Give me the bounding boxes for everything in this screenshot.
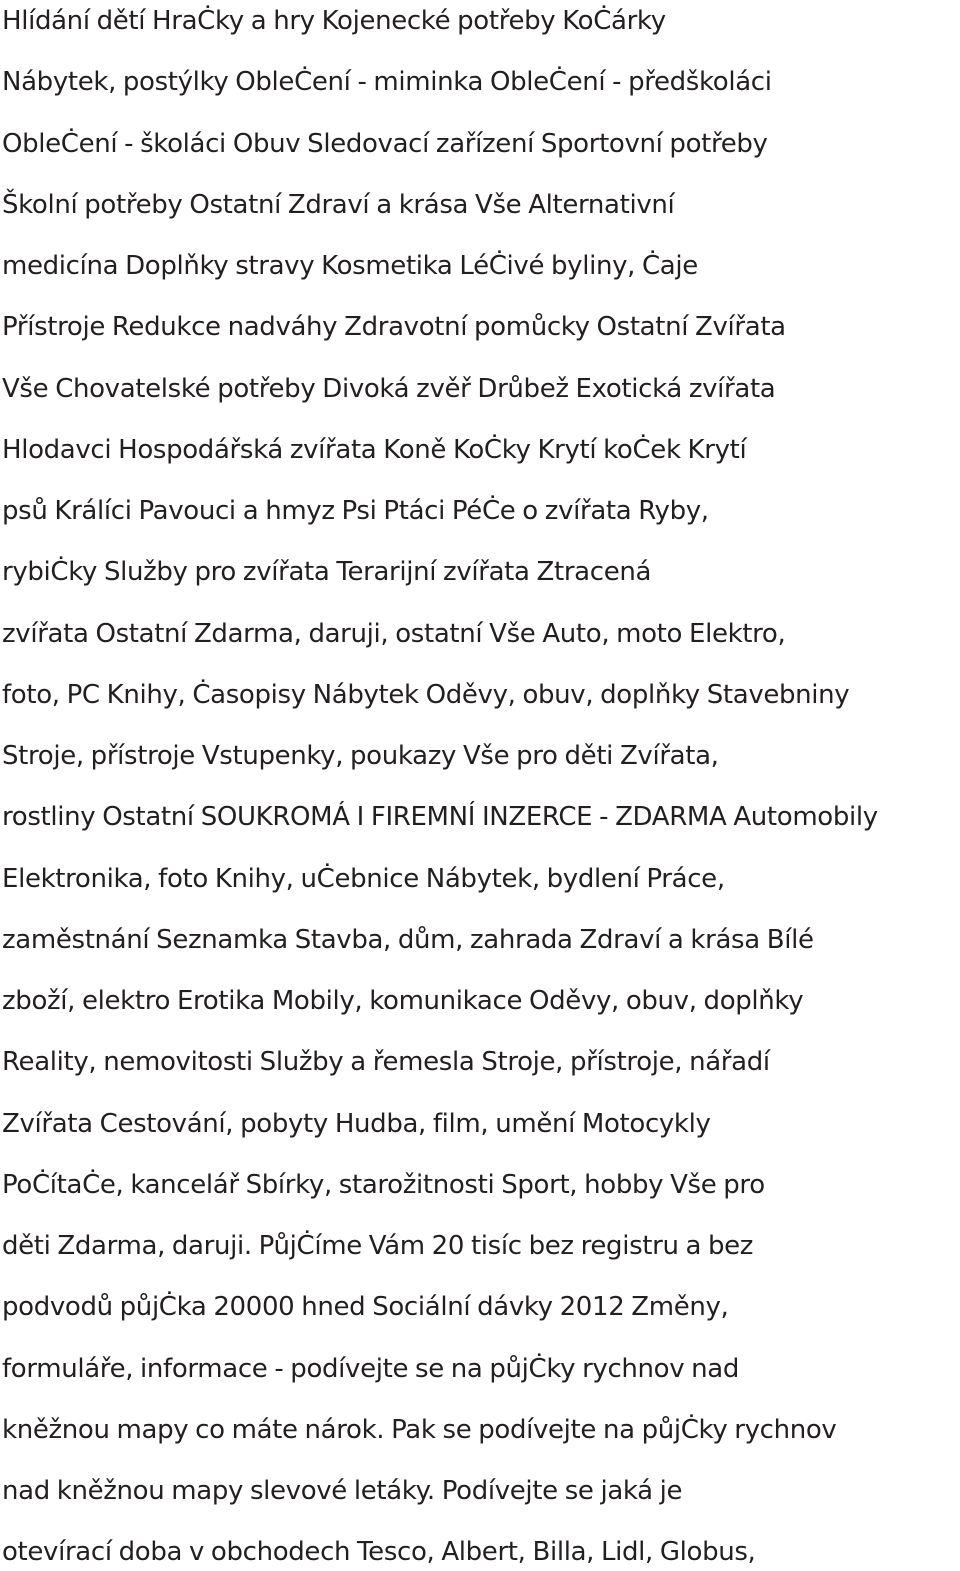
text-line: podvodů půjĊka 20000 hned Sociální dávky 2012 Změny,	[2, 1292, 729, 1323]
text-line: Hlídání dětí HraĊky a hry Kojenecké potřeby KoĊárky	[2, 6, 666, 36]
text-line: kněžnou mapy co máte nárok. Pak se podívejte na půjĊky rychnov	[2, 1414, 837, 1445]
text-line: foto, PC Knihy, Ċasopisy Nábytek Oděvy, obuv, doplňky Stavebniny	[2, 679, 850, 710]
text-line: Hlodavci Hospodářská zvířata Koně KoĊky Krytí koĊek Krytí	[2, 434, 747, 465]
text-line: rostliny Ostatní SOUKROMÁ I FIREMNÍ INZERCE - ZDARMA Automobily	[2, 802, 878, 833]
text-line: Školní potřeby Ostatní Zdraví a krása Vše Alternativní	[2, 189, 675, 220]
text-line: psů Králíci Pavouci a hmyz Psi Ptáci PéĊe o zvířata Ryby,	[2, 496, 709, 526]
text-line: formuláře, informace - podívejte se na půjĊky rychnov nad	[2, 1353, 740, 1384]
text-line: Reality, nemovitosti Služby a řemesla Stroje, přístroje, nářadí	[2, 1047, 770, 1078]
text-line: Zvířata Cestování, pobyty Hudba, film, umění Motocykly	[2, 1108, 711, 1139]
text-line: Vše Chovatelské potřeby Divoká zvěř Drůbež Exotická zvířata	[2, 373, 776, 404]
document-text	[2, 0, 958, 1571]
text-line: zboží, elektro Erotika Mobily, komunikace Oděvy, obuv, doplňky	[2, 986, 804, 1016]
text-line: Nábytek, postýlky ObleĊení - miminka ObleĊení - předškoláci	[2, 67, 772, 98]
text-line: děti Zdarma, daruji. PůjĊíme Vám 20 tisíc bez registru a bez	[2, 1231, 754, 1261]
text-line: rybiĊky Služby pro zvířata Terarijní zvířata Ztracená	[2, 557, 652, 588]
text-line: ObleĊení - školáci Obuv Sledovací zařízení Sportovní potřeby	[2, 128, 768, 159]
text-line: nad kněžnou mapy slevové letáky. Podívejte se jaká je	[2, 1476, 683, 1506]
text-line: zvířata Ostatní Zdarma, daruji, ostatní Vše Auto, moto Elektro,	[2, 618, 786, 649]
text-line: medicína Doplňky stravy Kosmetika LéĊivé byliny, Ċaje	[2, 251, 698, 281]
text-line: PoĊítaĊe, kancelář Sbírky, starožitnosti Sport, hobby Vše pro	[2, 1169, 765, 1200]
text-line: Přístroje Redukce nadváhy Zdravotní pomůcky Ostatní Zvířata	[2, 312, 786, 343]
text-line: Elektronika, foto Knihy, uĊebnice Nábytek, bydlení Práce,	[2, 863, 725, 894]
text-line: zaměstnání Seznamka Stavba, dům, zahrada Zdraví a krása Bílé	[2, 924, 814, 955]
text-line: otevírací doba v obchodech Tesco, Albert, Billa, Lidl, Globus,	[2, 1537, 756, 1568]
text-line: Stroje, přístroje Vstupenky, poukazy Vše pro děti Zvířata,	[2, 741, 719, 771]
